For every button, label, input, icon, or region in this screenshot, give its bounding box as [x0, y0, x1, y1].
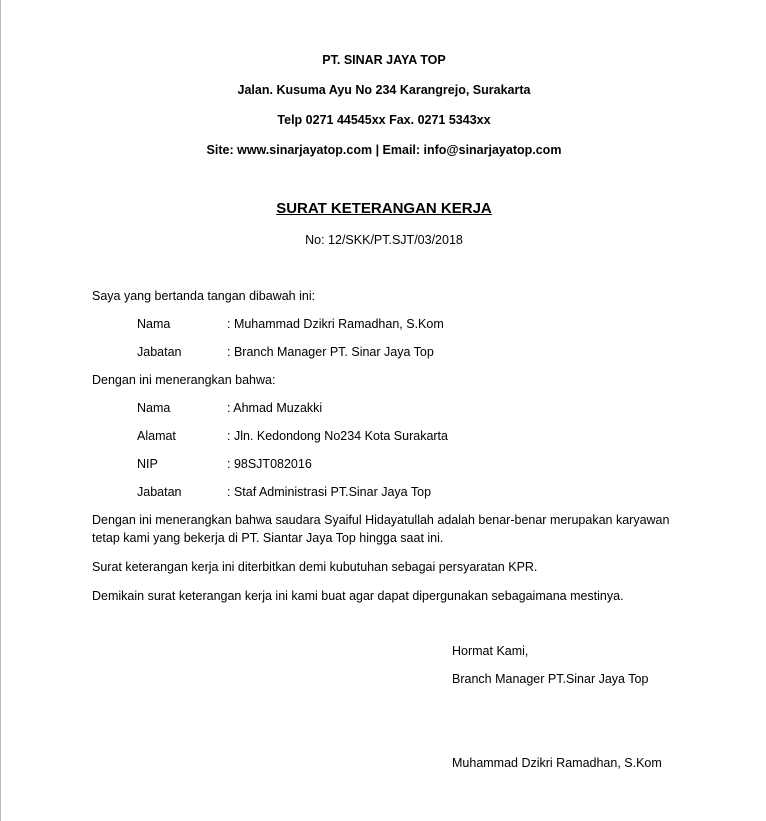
field-label: NIP [137, 457, 158, 471]
company-address: Jalan. Kusuma Ayu No 234 Karangrejo, Surakarta [237, 83, 531, 97]
signature-position: Branch Manager PT.Sinar Jaya Top [452, 672, 649, 686]
letter-title: SURAT KETERANGAN KERJA [276, 200, 492, 217]
field-value: : Staf Administrasi PT.Sinar Jaya Top [227, 485, 432, 499]
field-value: : Jln. Kedondong No234 Kota Surakarta [227, 429, 448, 443]
statement-paragraph: Dengan ini menerangkan bahwa saudara Syaiful Hidayatullah adalah benar-benar merupakan karyawan tetap kami yang bekerja di PT. Siantar Jaya Top hingga saat ini. [92, 513, 670, 545]
signer-intro: Saya yang bertanda tangan dibawah ini: [92, 289, 316, 303]
field-value: : 98SJT082016 [227, 457, 312, 471]
field-value: : Branch Manager PT. Sinar Jaya Top [227, 345, 434, 359]
field-label: Jabatan [137, 345, 182, 359]
company-phone: Telp 0271 44545xx Fax. 0271 5343xx [277, 113, 491, 127]
employee-intro: Dengan ini menerangkan bahwa: [92, 373, 276, 387]
field-label: Alamat [137, 429, 176, 443]
field-value: : Ahmad Muzakki [227, 401, 323, 415]
company-name: PT. SINAR JAYA TOP [322, 53, 446, 67]
signature-name: Muhammad Dzikri Ramadhan, S.Kom [452, 756, 662, 770]
field-value: : Muhammad Dzikri Ramadhan, S.Kom [227, 317, 444, 331]
field-label: Jabatan [137, 485, 182, 499]
signature-greeting: Hormat Kami, [452, 644, 529, 658]
purpose-paragraph: Surat keterangan kerja ini diterbitkan demi kubutuhan sebagai persyaratan KPR. [92, 560, 538, 574]
closing-paragraph: Demikain surat keterangan kerja ini kami buat agar dapat dipergunakan sebagaimana mestinya. [92, 589, 624, 603]
letter-number: No: 12/SKK/PT.SJT/03/2018 [305, 233, 463, 247]
field-label: Nama [137, 401, 171, 415]
field-label: Nama [137, 317, 171, 331]
company-site: Site: www.sinarjayatop.com | Email: info@sinarjayatop.com [206, 143, 562, 157]
